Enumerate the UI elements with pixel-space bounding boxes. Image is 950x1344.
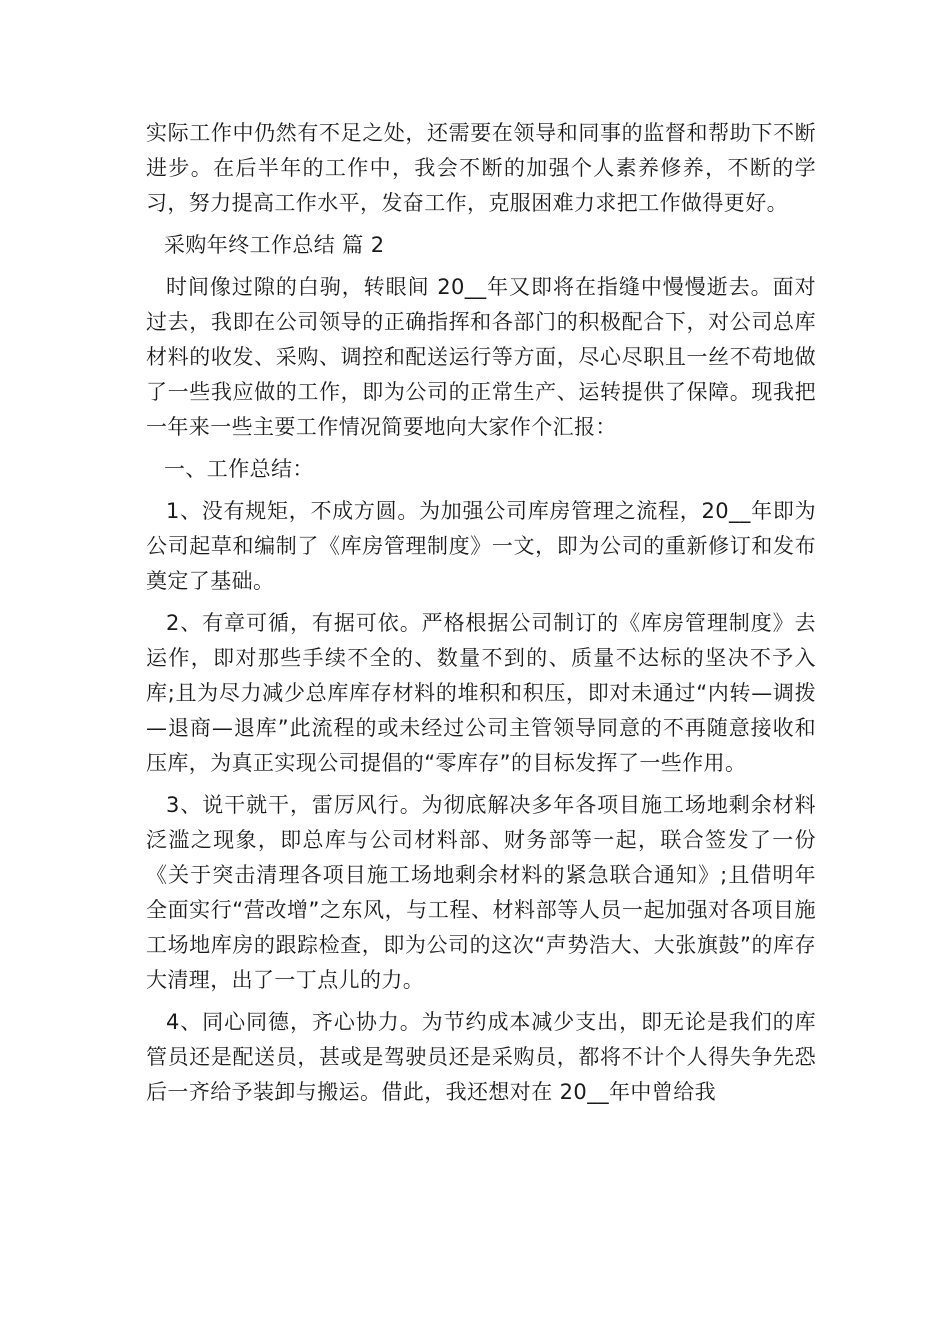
list-item-1: 1、没有规矩，不成方圆。为加强公司库房管理之流程，20__年即为公司起草和编制了《库房管理制度》一文，即为公司的重新修订和发布奠定了基础。 (146, 499, 816, 593)
subsection-heading: 一、工作总结： (164, 457, 314, 481)
list-item-4: 4、同心同德，齐心协力。为节约成本减少支出，即无论是我们的库管员还是配送员，甚或是驾驶员还是采购员，都将不计个人得失争先恐后一齐给予装卸与搬运。借此，我还想对在 20__年中曾给我 (146, 1010, 816, 1104)
paragraph-intro: 时间像过隙的白驹，转眼间 20__年又即将在指缝中慢慢逝去。面对过去，我即在公司领导的正确指挥和各部门的积极配合下，对公司总库材料的收发、采购、调控和配送运行等方面，尽心尽职且一丝不苟地做了一些我应做的工作，即为公司的正常生产、运转提供了保障。现我把一年来一些主要工作情况简要地向大家作个汇报： (146, 275, 816, 439)
paragraph-continuation: 实际工作中仍然有不足之处，还需要在领导和同事的监督和帮助下不断进步。在后半年的工作中，我会不断的加强个人素养修养，不断的学习，努力提高工作水平，发奋工作，克服困难力求把工作做得更好。 (146, 121, 816, 215)
list-item-2: 2、有章可循，有据可依。严格根据公司制订的《库房管理制度》去运作，即对那些手续不全的、数量不到的、质量不达标的坚决不予入库;且为尽力减少总库库存材料的堆积和积压，即对未通过“内转—调拨—退商—退库”此流程的或未经过公司主管领导同意的不再随意接收和压库，为真正实现公司提倡的“零库存”的目标发挥了一些作用。 (146, 611, 816, 775)
document-body (146, 116, 816, 1117)
section-title: 采购年终工作总结 篇 2 (164, 233, 385, 257)
list-item-3: 3、说干就干，雷厉风行。为彻底解决多年各项目施工场地剩余材料泛滥之现象，即总库与公司材料部、财务部等一起，联合签发了一份《关于突击清理各项目施工场地剩余材料的紧急联合通知》;且借明年全面实行“营改增”之东风，与工程、材料部等人员一起加强对各项目施工场地库房的跟踪检查，即为公司的这次“声势浩大、大张旗鼓”的库存大清理，出了一丁点儿的力。 (146, 793, 816, 992)
